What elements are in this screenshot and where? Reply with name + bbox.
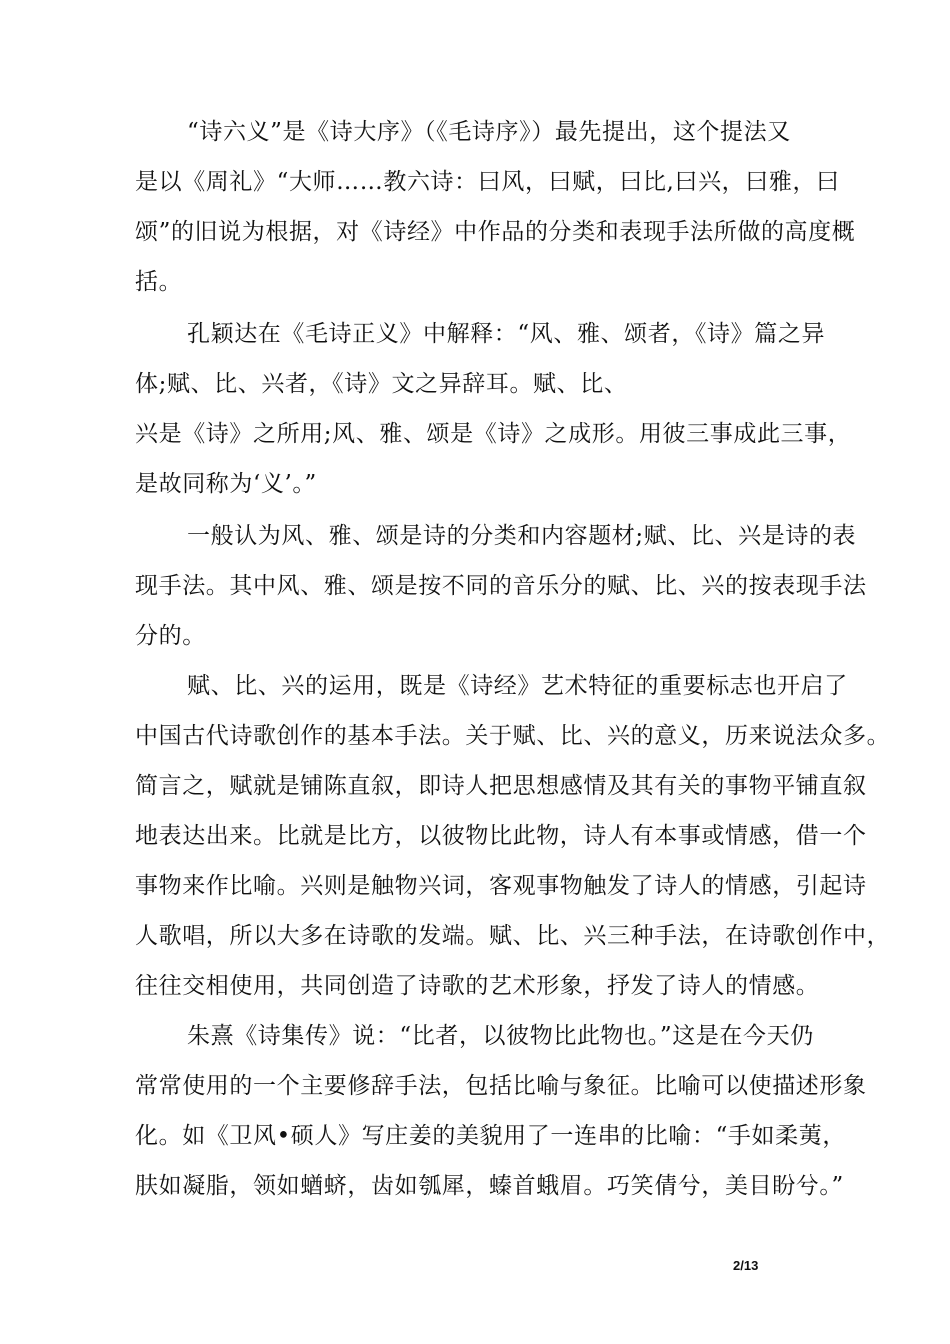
text-line: 是故同称为‘义’。” bbox=[135, 471, 317, 497]
text-line: 颂”的旧说为根据，对《诗经》中作品的分类和表现手法所做的高度概 bbox=[135, 219, 856, 245]
text-line: 简言之，赋就是铺陈直叙，即诗人把思想感情及其有关的事物平铺直叙 bbox=[135, 773, 867, 799]
text-line: 兴是《诗》之所用;风、雅、颂是《诗》之成形。用彼三事成此三事， bbox=[135, 421, 852, 447]
page-number: 2/13 bbox=[733, 1258, 759, 1273]
text-line: 现手法。其中风、雅、颂是按不同的音乐分的赋、比、兴的按表现手法 bbox=[135, 573, 867, 599]
text-line: 赋、比、兴的运用，既是《诗经》艺术特征的重要标志也开启了 bbox=[187, 673, 848, 699]
text-line: 人歌唱，所以大多在诗歌的发端。赋、比、兴三种手法，在诗歌创作中， bbox=[135, 923, 891, 949]
text-line: 往往交相使用，共同创造了诗歌的艺术形象，抒发了诗人的情感。 bbox=[135, 973, 820, 999]
text-line: “诗六义”是《诗大序》（《毛诗序》）最先提出，这个提法又 bbox=[187, 119, 791, 145]
text-line: 化。如《卫风•硕人》写庄姜的美貌用了一连串的比喻：“手如柔荑， bbox=[135, 1123, 846, 1149]
text-line: 常常使用的一个主要修辞手法，包括比喻与象征。比喻可以使描述形象 bbox=[135, 1073, 867, 1099]
text-line: 孔颖达在《毛诗正义》中解释：“风、雅、颂者，《诗》篇之异 bbox=[187, 321, 826, 347]
text-line: 肤如凝脂，领如蝤蛴，齿如瓠犀，螓首蛾眉。巧笑倩兮，美目盼兮。” bbox=[135, 1173, 844, 1199]
text-line: 括。 bbox=[135, 269, 183, 295]
text-line: 体;赋、比、兴者，《诗》文之异辞耳。赋、比、 bbox=[135, 371, 628, 397]
text-line: 是以《周礼》“大师……教六诗：曰风，曰赋，曰比,曰兴，曰雅，曰 bbox=[135, 169, 840, 195]
text-line: 中国古代诗歌创作的基本手法。关于赋、比、兴的意义，历来说法众多。 bbox=[135, 723, 891, 749]
text-line: 地表达出来。比就是比方，以彼物比此物，诗人有本事或情感，借一个 bbox=[135, 823, 867, 849]
text-line: 一般认为风、雅、颂是诗的分类和内容题材;赋、比、兴是诗的表 bbox=[187, 523, 857, 549]
text-line: 分的。 bbox=[135, 623, 206, 649]
text-line: 事物来作比喻。兴则是触物兴词，客观事物触发了诗人的情感，引起诗 bbox=[135, 873, 867, 899]
text-line: 朱熹《诗集传》说：“比者，以彼物比此物也。”这是在今天仍 bbox=[187, 1023, 814, 1049]
